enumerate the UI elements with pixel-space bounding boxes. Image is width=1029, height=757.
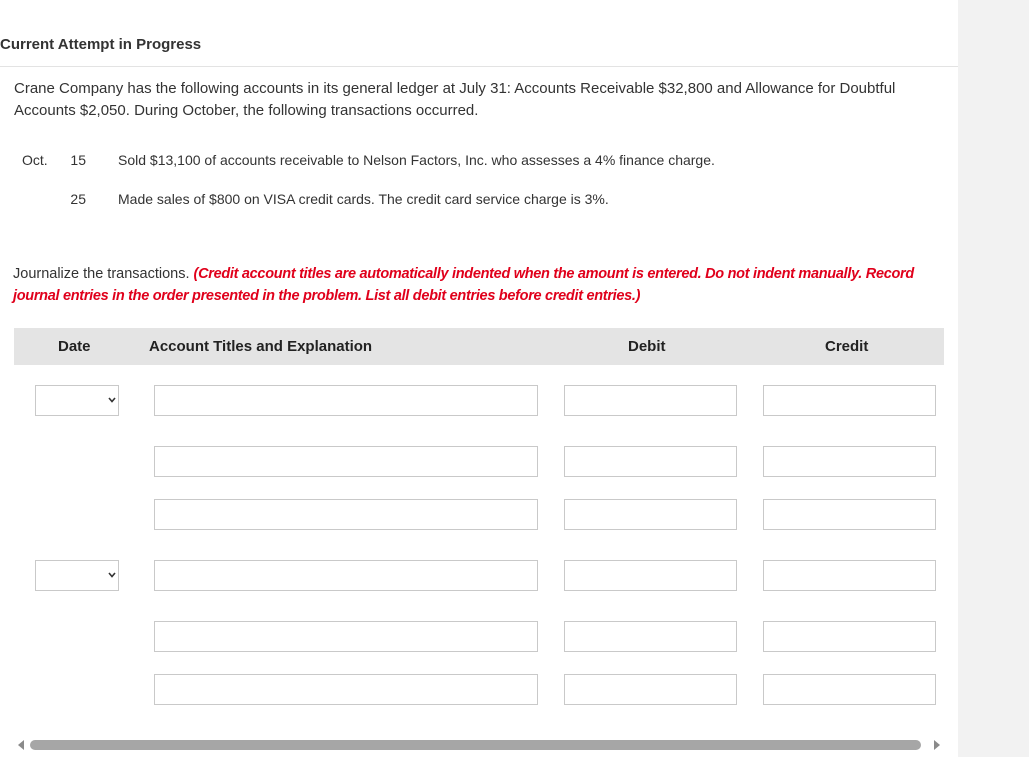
account-title-input[interactable] <box>154 446 538 477</box>
attempt-status-title: Current Attempt in Progress <box>0 36 202 53</box>
credit-input[interactable] <box>763 385 936 416</box>
arrow-left-icon[interactable] <box>18 740 24 750</box>
debit-input[interactable] <box>564 499 737 530</box>
column-header-date: Date <box>58 338 91 355</box>
instructions-lead: Journalize the transactions. <box>13 266 194 282</box>
transaction-description: Made sales of $800 on VISA credit cards. The credit card service charge is 3%. <box>118 191 609 207</box>
debit-input[interactable] <box>564 560 737 591</box>
account-title-input[interactable] <box>154 621 538 652</box>
column-header-debit: Debit <box>628 338 666 355</box>
transaction-day: 25 <box>70 191 86 207</box>
credit-input[interactable] <box>763 560 936 591</box>
column-header-account: Account Titles and Explanation <box>149 338 373 355</box>
credit-input[interactable] <box>763 621 936 652</box>
account-title-input[interactable] <box>154 385 538 416</box>
account-title-input[interactable] <box>154 560 538 591</box>
credit-input[interactable] <box>763 446 936 477</box>
right-gutter <box>958 0 1029 757</box>
problem-statement: Crane Company has the following accounts in its general ledger at July 31: Accounts Receivable $32,800 and Allowance for Doubtful Accounts $2,050. During October, the following transactions occurred. <box>14 80 896 119</box>
chevron-down-icon <box>107 393 117 407</box>
arrow-right-icon[interactable] <box>934 740 940 750</box>
debit-input[interactable] <box>564 446 737 477</box>
debit-input[interactable] <box>564 385 737 416</box>
debit-input[interactable] <box>564 674 737 705</box>
scrollbar-thumb[interactable] <box>30 740 921 750</box>
instructions <box>13 263 943 307</box>
transaction-description: Sold $13,100 of accounts receivable to Nelson Factors, Inc. who assesses a 4% finance charge. <box>118 152 715 168</box>
account-title-input[interactable] <box>154 499 538 530</box>
horizontal-scrollbar[interactable] <box>14 737 944 753</box>
journal-table-header <box>14 328 944 365</box>
column-header-credit: Credit <box>825 338 869 355</box>
transaction-month: Oct. <box>22 152 48 168</box>
transaction-day: 15 <box>70 152 86 168</box>
credit-input[interactable] <box>763 674 936 705</box>
debit-input[interactable] <box>564 621 737 652</box>
chevron-down-icon <box>107 568 117 582</box>
instructions-note: (Credit account titles are automatically indented when the amount is entered. Do not indent manually. Record journal entries in the order presented in the problem. List all debit entries before credit entries.) <box>13 266 914 304</box>
credit-input[interactable] <box>763 499 936 530</box>
header-divider <box>0 66 958 67</box>
account-title-input[interactable] <box>154 674 538 705</box>
